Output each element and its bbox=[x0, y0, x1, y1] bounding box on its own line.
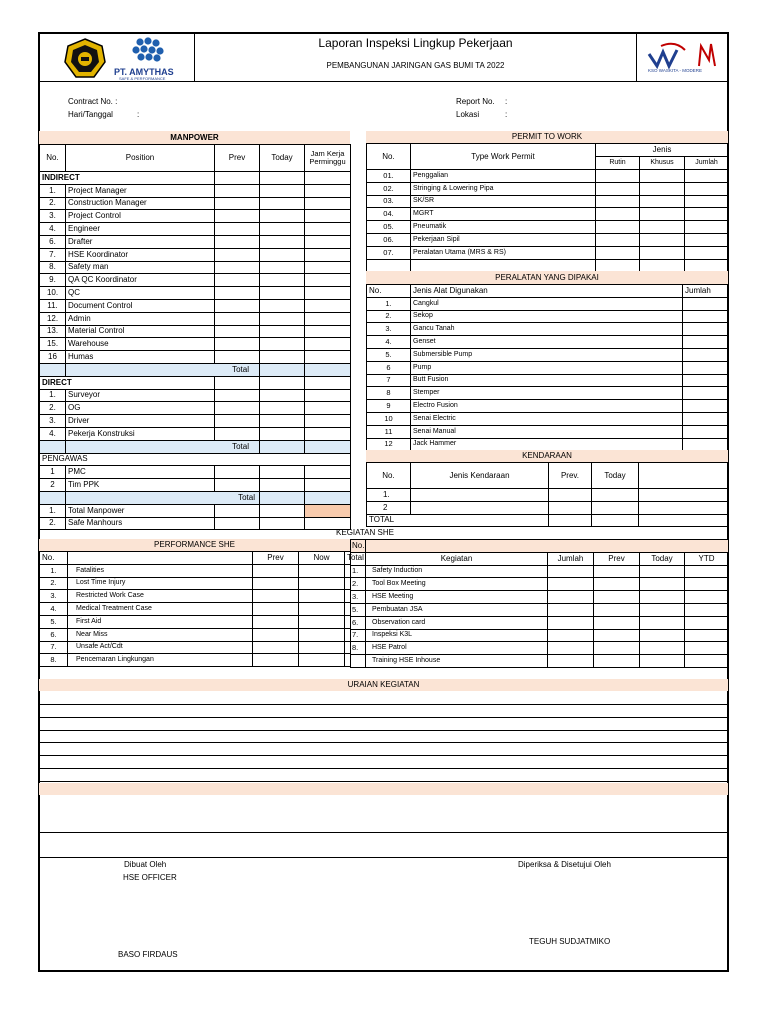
row-activity: Training HSE Inhouse bbox=[366, 655, 548, 668]
row-equipment: Pump bbox=[411, 361, 683, 374]
row-activity: Inspeksi K3L bbox=[366, 629, 548, 642]
row-activity: Safety Induction bbox=[366, 565, 548, 578]
performance-table bbox=[39, 551, 364, 667]
right-company-name: KSO WASKITA - MODERE bbox=[648, 68, 703, 73]
equip-col-name: Jenis Alat Digunakan bbox=[411, 285, 683, 298]
row-no: 7. bbox=[40, 641, 68, 654]
row-no: 3. bbox=[40, 590, 68, 603]
row-activity: Observation card bbox=[366, 616, 548, 629]
table-row bbox=[40, 312, 351, 325]
table-row bbox=[367, 438, 729, 451]
table-row bbox=[367, 374, 729, 387]
row-performance: Fatalities bbox=[68, 564, 253, 577]
row-equipment: Gancu Tanah bbox=[411, 323, 683, 336]
table-row bbox=[367, 400, 729, 413]
equip-col-jumlah: Jumlah bbox=[683, 285, 729, 298]
permit-col-no: No. bbox=[367, 144, 411, 170]
row-no: 1. bbox=[367, 489, 411, 502]
row-no: 12 bbox=[367, 438, 411, 451]
row-permit: Peralatan Utama (MRS & RS) bbox=[411, 246, 596, 259]
table-row bbox=[40, 654, 351, 667]
mp-indirect-label: INDIRECT bbox=[40, 172, 215, 185]
row-position: QC bbox=[66, 287, 215, 300]
row-no: 8. bbox=[351, 642, 366, 655]
row-position: Safety man bbox=[66, 261, 215, 274]
row-no: 6. bbox=[40, 235, 66, 248]
veh-col-today: Today bbox=[592, 463, 639, 489]
row-permit: Stringing & Lowering Pipa bbox=[411, 182, 596, 195]
waskita-modere-logo bbox=[645, 40, 721, 70]
lokasi-label: Lokasi bbox=[456, 110, 480, 119]
row-position: Document Control bbox=[66, 299, 215, 312]
table-row bbox=[40, 223, 351, 236]
row-no: 3. bbox=[40, 210, 66, 223]
mp-col-no: No. bbox=[40, 145, 66, 172]
checked-by-name: TEGUH SUDJATMIKO bbox=[529, 937, 611, 946]
table-row bbox=[351, 603, 729, 616]
row-equipment: Senai Manual bbox=[411, 425, 683, 438]
row-no: 10. bbox=[40, 287, 66, 300]
date-colon: : bbox=[137, 110, 140, 119]
act-col-no-top: No. bbox=[351, 540, 366, 553]
table-row bbox=[40, 210, 351, 223]
row-position: OG bbox=[66, 402, 215, 415]
table-row bbox=[40, 184, 351, 197]
table-row bbox=[367, 246, 729, 259]
equipment-table bbox=[366, 284, 729, 451]
row-position: Driver bbox=[66, 415, 215, 428]
mp-direct-total: Total bbox=[66, 440, 260, 453]
table-row bbox=[40, 615, 351, 628]
table-row bbox=[367, 221, 729, 234]
row-no: 03. bbox=[367, 195, 411, 208]
report-no-colon: : bbox=[505, 97, 508, 106]
table-row bbox=[367, 361, 729, 374]
table-row bbox=[40, 504, 351, 517]
table-row bbox=[40, 389, 351, 402]
row-equipment: Electro Fusion bbox=[411, 400, 683, 413]
row-no: 3. bbox=[40, 415, 66, 428]
row-permit: Penggalian bbox=[411, 170, 596, 183]
mp-col-today: Today bbox=[260, 145, 305, 172]
row-no: 1. bbox=[367, 297, 411, 310]
table-row bbox=[367, 412, 729, 425]
table-row bbox=[40, 248, 351, 261]
mp-pengawas-label: PENGAWAS bbox=[40, 453, 351, 466]
row-no: 05. bbox=[367, 221, 411, 234]
table-row bbox=[367, 233, 729, 246]
row-no: 06. bbox=[367, 233, 411, 246]
vehicle-title: KENDARAAN bbox=[522, 451, 572, 460]
row-no: 7 bbox=[367, 374, 411, 387]
row-performance: Restricted Work Case bbox=[68, 590, 253, 603]
lokasi-colon: : bbox=[505, 110, 508, 119]
report-no-label: Report No. bbox=[456, 97, 495, 106]
row-no: 8. bbox=[40, 654, 68, 667]
mp-col-prev: Prev bbox=[215, 145, 260, 172]
row-position: Drafter bbox=[66, 235, 215, 248]
kegiatan-she-title: KEGIATAN SHE bbox=[336, 528, 394, 537]
row-position: Humas bbox=[66, 351, 215, 364]
row-no: 1 bbox=[40, 466, 66, 479]
row-no: 2. bbox=[367, 310, 411, 323]
veh-col-name: Jenis Kendaraan bbox=[411, 463, 549, 489]
table-row bbox=[40, 351, 351, 364]
table-row bbox=[40, 287, 351, 300]
permit-col-jumlah: Jumlah bbox=[685, 157, 729, 170]
row-equipment: Senai Electric bbox=[411, 412, 683, 425]
table-row bbox=[351, 578, 729, 591]
row-position: HSE Koordinator bbox=[66, 248, 215, 261]
row-no: 4. bbox=[367, 336, 411, 349]
row-no: 8. bbox=[40, 261, 66, 274]
row-activity: HSE Patrol bbox=[366, 642, 548, 655]
row-permit: SK/SR bbox=[411, 195, 596, 208]
table-row bbox=[367, 195, 729, 208]
act-col-prev: Prev bbox=[594, 552, 640, 565]
row-no: 9. bbox=[40, 274, 66, 287]
row-position: Warehouse bbox=[66, 338, 215, 351]
table-row bbox=[351, 642, 729, 655]
row-no: 16 bbox=[40, 351, 66, 364]
veh-col-prev: Prev. bbox=[549, 463, 592, 489]
manpower-title: MANPOWER bbox=[170, 133, 219, 142]
row-no: 1. bbox=[40, 184, 66, 197]
act-col-ytd: YTD bbox=[685, 552, 729, 565]
permit-col-jenis: Jenis bbox=[596, 144, 729, 157]
table-row bbox=[351, 591, 729, 604]
row-no: 2 bbox=[367, 501, 411, 514]
row-performance: First Aid bbox=[68, 615, 253, 628]
row-no: 04. bbox=[367, 208, 411, 221]
table-row bbox=[40, 325, 351, 338]
row-position: Admin bbox=[66, 312, 215, 325]
row-no: 6. bbox=[40, 628, 68, 641]
table-row bbox=[367, 310, 729, 323]
left-company-name: PT. AMYTHAS bbox=[114, 67, 174, 77]
row-equipment: Jack Hammer bbox=[411, 438, 683, 451]
table-row bbox=[367, 348, 729, 361]
table-row bbox=[367, 208, 729, 221]
table-row bbox=[351, 629, 729, 642]
table-row bbox=[40, 590, 351, 603]
table-row bbox=[40, 603, 351, 616]
row-performance: Unsafe Act/Cdt bbox=[68, 641, 253, 654]
made-by-role: HSE OFFICER bbox=[123, 873, 177, 882]
row-performance: Pencemaran Lingkungan bbox=[68, 654, 253, 667]
row-position: Material Control bbox=[66, 325, 215, 338]
veh-col-no: No. bbox=[367, 463, 411, 489]
row-permit: Pekerjaan Sipil bbox=[411, 233, 596, 246]
row-no: 12. bbox=[40, 312, 66, 325]
performance-title: PERFORMANCE SHE bbox=[154, 540, 235, 549]
row-equipment: Stemper bbox=[411, 387, 683, 400]
perf-col-prev: Prev bbox=[253, 552, 299, 565]
amythas-emblem-logo bbox=[64, 38, 106, 80]
table-row bbox=[40, 641, 351, 654]
table-row bbox=[351, 565, 729, 578]
row-no: 2 bbox=[40, 479, 66, 492]
row-no bbox=[351, 655, 366, 668]
row-permit: MGRT bbox=[411, 208, 596, 221]
table-row bbox=[40, 427, 351, 440]
table-row bbox=[351, 655, 729, 668]
contract-label: Contract No. : bbox=[68, 97, 118, 106]
table-row bbox=[367, 323, 729, 336]
table-row bbox=[367, 425, 729, 438]
mp-direct-label: DIRECT bbox=[40, 376, 215, 389]
row-no: 2. bbox=[40, 517, 66, 530]
report-subtitle: PEMBANGUNAN JARINGAN GAS BUMI TA 2022 bbox=[326, 61, 505, 70]
row-no: 3. bbox=[367, 323, 411, 336]
row-position: Pekerja Konstruksi bbox=[66, 427, 215, 440]
row-activity: Pembuatan JSA bbox=[366, 603, 548, 616]
permit-table bbox=[366, 143, 729, 272]
row-no: 2. bbox=[40, 402, 66, 415]
permit-col-rutin: Rutin bbox=[596, 157, 640, 170]
row-no: 4. bbox=[40, 427, 66, 440]
table-row bbox=[367, 297, 729, 310]
row-no: 13. bbox=[40, 325, 66, 338]
table-row bbox=[367, 387, 729, 400]
row-position: Tim PPK bbox=[66, 479, 215, 492]
table-row bbox=[40, 564, 351, 577]
row-no: 6. bbox=[351, 616, 366, 629]
row-activity: HSE Meeting bbox=[366, 591, 548, 604]
row-no: 6 bbox=[367, 361, 411, 374]
row-no: 01. bbox=[367, 170, 411, 183]
table-row bbox=[40, 402, 351, 415]
row-no: 1. bbox=[40, 389, 66, 402]
row-equipment: Cangkul bbox=[411, 297, 683, 310]
row-position: Surveyor bbox=[66, 389, 215, 402]
act-col-today: Today bbox=[640, 552, 685, 565]
row-no: 5. bbox=[40, 615, 68, 628]
left-company-tagline: SAFE & PERFORMANCE bbox=[119, 76, 166, 81]
perf-col-no: No. bbox=[40, 552, 68, 565]
row-no: 7. bbox=[351, 629, 366, 642]
row-no: 15. bbox=[40, 338, 66, 351]
table-row bbox=[40, 197, 351, 210]
table-row bbox=[40, 479, 351, 492]
table-row bbox=[40, 235, 351, 248]
table-row bbox=[367, 170, 729, 183]
row-no: 2. bbox=[351, 578, 366, 591]
permit-col-khusus: Khusus bbox=[640, 157, 685, 170]
equipment-title: PERALATAN YANG DIPAKAI bbox=[495, 273, 599, 282]
row-no: 1. bbox=[351, 565, 366, 578]
row-position: PMC bbox=[66, 466, 215, 479]
perf-col-now: Now bbox=[299, 552, 345, 565]
row-equipment: Genset bbox=[411, 336, 683, 349]
amythas-dots-logo bbox=[130, 37, 164, 63]
table-row bbox=[40, 628, 351, 641]
mp-col-position: Position bbox=[66, 145, 215, 172]
mp-indirect-total: Total bbox=[66, 363, 260, 376]
row-no: 07. bbox=[367, 246, 411, 259]
mp-col-jam: Jam Kerja Perminggu bbox=[305, 145, 351, 172]
table-row bbox=[351, 616, 729, 629]
perf-col-total: Total bbox=[345, 552, 351, 565]
made-by-label: Dibuat Oleh bbox=[124, 860, 167, 869]
row-equipment: Submersible Pump bbox=[411, 348, 683, 361]
row-position: Total Manpower bbox=[66, 504, 215, 517]
row-position: Project Control bbox=[66, 210, 215, 223]
row-equipment: Sekop bbox=[411, 310, 683, 323]
table-row bbox=[40, 338, 351, 351]
row-performance: Near Miss bbox=[68, 628, 253, 641]
row-no: 7. bbox=[40, 248, 66, 261]
row-performance: Medical Treatment Case bbox=[68, 603, 253, 616]
table-row bbox=[367, 501, 729, 514]
permit-title: PERMIT TO WORK bbox=[511, 132, 583, 141]
table-row bbox=[40, 577, 351, 590]
row-no: 1. bbox=[40, 564, 68, 577]
activities-table bbox=[350, 539, 729, 668]
mp-pengawas-total: Total bbox=[66, 491, 260, 504]
row-no: 5. bbox=[367, 348, 411, 361]
row-equipment: Butt Fusion bbox=[411, 374, 683, 387]
table-row bbox=[367, 336, 729, 349]
table-row bbox=[40, 299, 351, 312]
made-by-name: BASO FIRDAUS bbox=[118, 950, 178, 959]
row-position: Construction Manager bbox=[66, 197, 215, 210]
table-row bbox=[40, 261, 351, 274]
row-no: 2. bbox=[40, 577, 68, 590]
row-no: 11 bbox=[367, 425, 411, 438]
row-no: 4. bbox=[40, 603, 68, 616]
veh-total-label: TOTAL bbox=[367, 514, 549, 527]
row-no: 8 bbox=[367, 387, 411, 400]
row-no: 2. bbox=[40, 197, 66, 210]
vehicle-table bbox=[366, 462, 729, 527]
row-performance: Lost Time Injury bbox=[68, 577, 253, 590]
row-position: Safe Manhours bbox=[66, 517, 215, 530]
equip-col-no: No. bbox=[367, 285, 411, 298]
row-position: Engineer bbox=[66, 223, 215, 236]
table-row bbox=[367, 182, 729, 195]
act-col-jumlah: Jumlah bbox=[548, 552, 594, 565]
row-no: 11. bbox=[40, 299, 66, 312]
table-row bbox=[40, 415, 351, 428]
row-no: 10 bbox=[367, 412, 411, 425]
row-no: 9 bbox=[367, 400, 411, 413]
row-no: 1. bbox=[40, 504, 66, 517]
table-row bbox=[40, 274, 351, 287]
row-no: 5. bbox=[351, 603, 366, 616]
act-col-kegiatan: Kegiatan bbox=[366, 552, 548, 565]
date-label: Hari/Tanggal bbox=[68, 110, 113, 119]
row-no: 4. bbox=[40, 223, 66, 236]
row-permit: Pneumatik bbox=[411, 221, 596, 234]
uraian-title: URAIAN KEGIATAN bbox=[347, 680, 420, 689]
checked-by-label: Diperiksa & Disetujui Oleh bbox=[518, 860, 611, 869]
table-row bbox=[367, 489, 729, 502]
row-no: 3. bbox=[351, 591, 366, 604]
row-no: 02. bbox=[367, 182, 411, 195]
table-row bbox=[40, 466, 351, 479]
row-position: Project Manager bbox=[66, 184, 215, 197]
manpower-table bbox=[39, 144, 351, 530]
row-activity: Tool Box Meeting bbox=[366, 578, 548, 591]
report-title: Laporan Inspeksi Lingkup Pekerjaan bbox=[318, 36, 513, 50]
row-position: QA QC Koordinator bbox=[66, 274, 215, 287]
permit-col-type: Type Work Permit bbox=[411, 144, 596, 170]
